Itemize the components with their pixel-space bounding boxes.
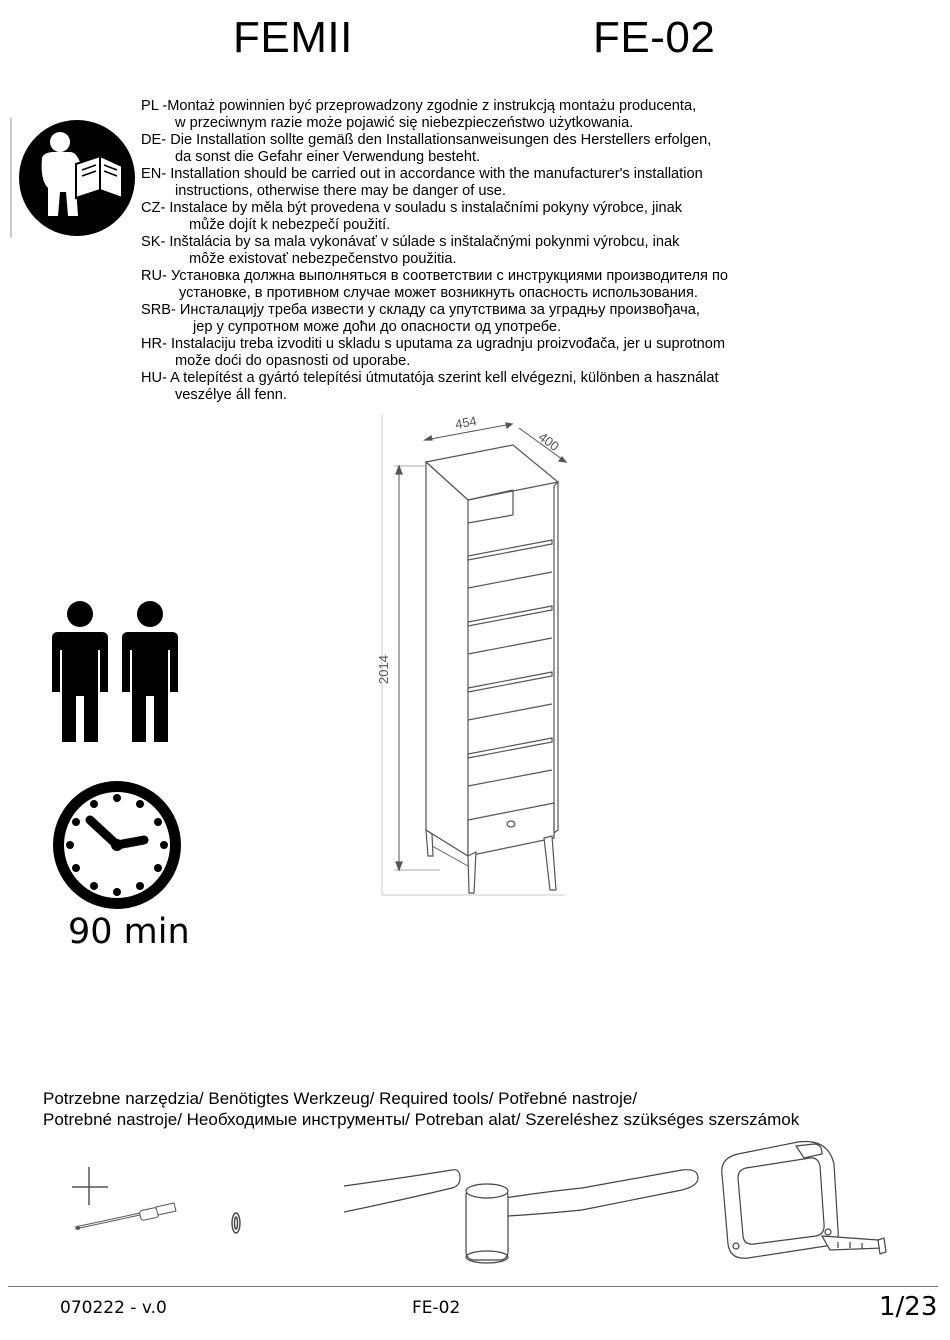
document-version: 070222 - v.0 bbox=[60, 1298, 167, 1318]
instruction-hr: HR- Instalaciju treba izvoditi u skladu s uputama za ugradnju proizvođača, jer u suprotnom može doći do opasnosti od uporabe. bbox=[141, 336, 726, 369]
footer-rule bbox=[8, 1286, 938, 1287]
product-drawing bbox=[375, 412, 575, 897]
rubber-mallet-icon bbox=[342, 1160, 702, 1265]
clock-icon bbox=[52, 780, 184, 912]
dimension-width: 454 bbox=[453, 413, 478, 432]
dimension-depth: 400 bbox=[535, 428, 563, 455]
page-number: 1/23 bbox=[879, 1292, 938, 1322]
instruction-hu: HU- A telepítést a gyártó telepítési útmutatója szerint kell elvégezni, különben a használat veszélye áll fenn. bbox=[141, 370, 719, 403]
screwdriver-icon bbox=[70, 1165, 180, 1235]
required-tools-heading: Potrzebne narzędzia/ Benötigtes Werkzeug/ Required tools/ Potřebné nastroje/ Potrebné nastroje/ Необходимые инструменты/ Potreban alat/ Szereléshez szükséges szerszámok bbox=[43, 1089, 800, 1129]
model-code: FE-02 bbox=[593, 13, 716, 62]
dimension-height: 2014 bbox=[375, 655, 391, 684]
assembly-time: 90 min bbox=[68, 912, 190, 952]
washer-icon bbox=[228, 1210, 244, 1236]
instruction-ru: RU- Установка должна выполняться в соответствии с инструкциями производителя по установке, в противном случае может возникнуть опасность использования. bbox=[141, 268, 729, 301]
tape-measure-icon bbox=[718, 1140, 888, 1268]
read-manual-icon bbox=[10, 118, 140, 238]
instruction-de: DE- Die Installation sollte gemäß den Installationsanweisungen des Herstellers erfolgen, da sonst die Gefahr einer Verwendung besteht. bbox=[141, 132, 712, 165]
instruction-sk: SK- Inštalácia by sa mala vykonávať v súlade s inštalačnými pokynmi výrobcu, inak môže existovať nebezpečenstvo použitia. bbox=[141, 234, 680, 267]
footer-model-code: FE-02 bbox=[412, 1298, 461, 1318]
instruction-en: EN- Installation should be carried out in accordance with the manufacturer's installation instructions, otherwise there may be danger of use. bbox=[141, 166, 703, 199]
instruction-pl: PL -Montaż powinnien być przeprowadzony zgodnie z instrukcją montażu producenta, w przeciwnym razie może pojawić się niebezpieczeństwo użytkowania. bbox=[141, 98, 697, 131]
safety-instructions bbox=[141, 98, 801, 404]
model-name: FEMII bbox=[233, 13, 353, 62]
two-persons-icon bbox=[52, 600, 184, 745]
instruction-cz: CZ- Instalace by měla být provedena v souladu s instalačními pokyny výrobce, jinak může dojít k nebezpečí použití. bbox=[141, 200, 683, 233]
instruction-srb: SRB- Инсталацију треба извести у складу са упутствима за уградњу произвођача, јер у супротном може доћи до опасности од употребе. bbox=[141, 302, 700, 335]
